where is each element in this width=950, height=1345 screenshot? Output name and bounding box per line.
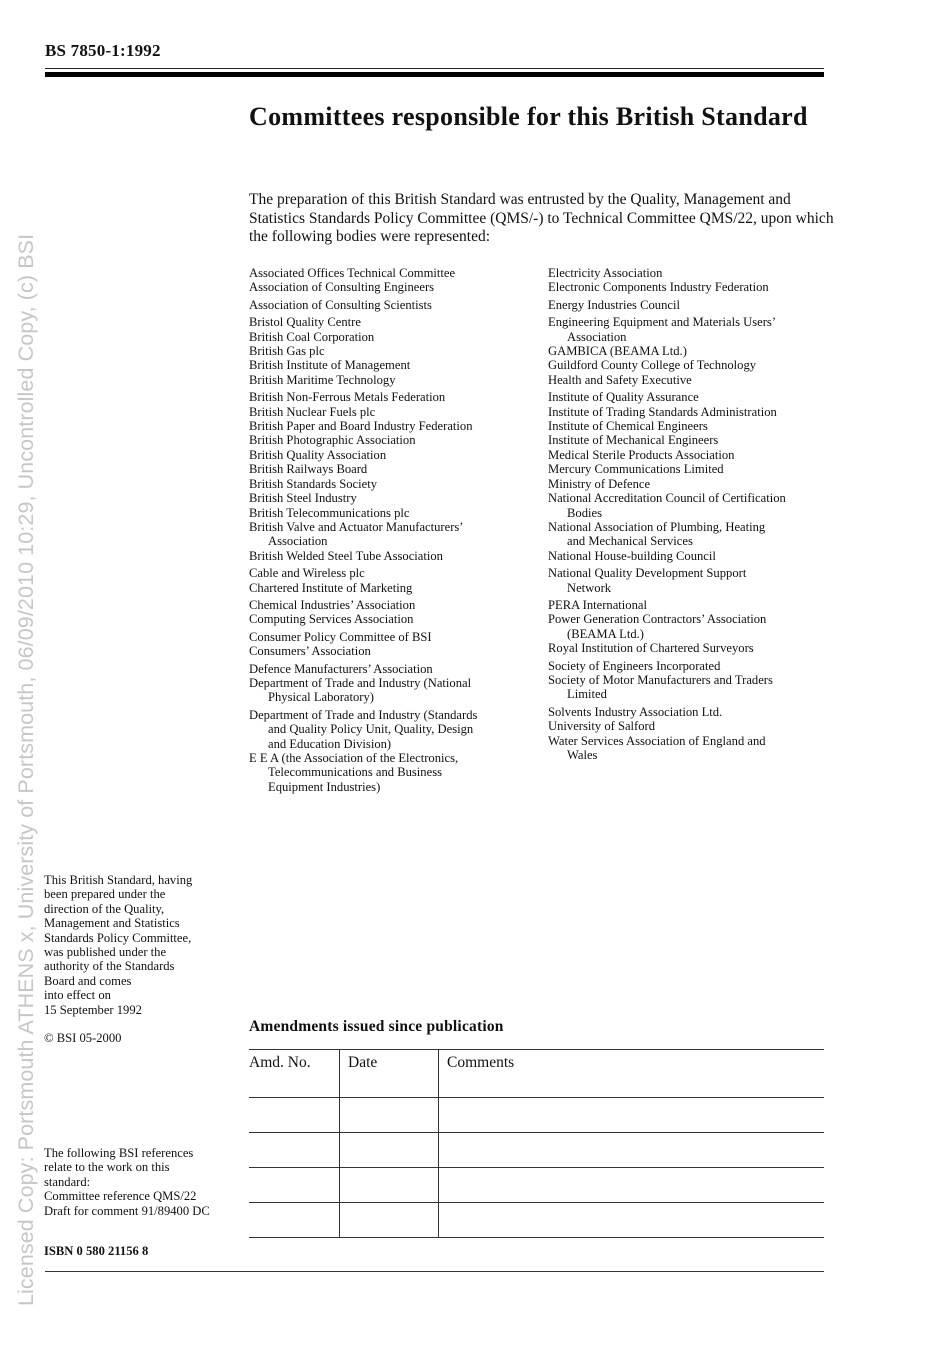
publication-note (44, 873, 244, 1017)
list-item (548, 673, 838, 702)
list-item-line: British Telecommunications plc (249, 505, 410, 520)
list-item (548, 405, 838, 419)
list-item (548, 462, 838, 476)
amendments-header-row (249, 1050, 824, 1098)
note-line: Board and comes (44, 973, 132, 988)
list-item (548, 612, 838, 641)
bsi-references-note (44, 1146, 244, 1218)
list-item-line: British Standards Society (249, 476, 378, 491)
list-item-line: British Nuclear Fuels plc (249, 404, 376, 419)
list-item (548, 358, 838, 372)
list-item-line: Electronic Components Industry Federation (548, 280, 769, 295)
note-line: Draft for comment 91/89400 DC (44, 1203, 210, 1218)
note-line: Standards Policy Committee, (44, 930, 192, 945)
list-item-line: British Institute of Management (249, 358, 411, 373)
list-item-line: and Mechanical Services (567, 534, 693, 549)
header-rule-thick (45, 72, 824, 77)
list-item (548, 315, 838, 344)
list-item-line: Chemical Industries’ Association (249, 597, 416, 612)
list-item (249, 358, 539, 372)
list-item-line: National House-building Council (548, 548, 716, 563)
table-row (249, 1098, 824, 1133)
note-line: was published under the (44, 945, 167, 960)
list-item (249, 751, 539, 794)
list-item (249, 491, 539, 505)
list-item-line: Computing Services Association (249, 612, 414, 627)
list-item-line: Limited (567, 687, 607, 702)
list-item (249, 280, 539, 294)
list-item (548, 491, 838, 520)
table-cell (340, 1098, 439, 1133)
list-item (249, 298, 539, 312)
list-item (548, 280, 838, 294)
list-item (249, 315, 539, 329)
table-cell (439, 1133, 825, 1168)
list-item-line: British Non-Ferrous Metals Federation (249, 390, 446, 405)
list-item (249, 520, 539, 549)
list-item-line: University of Salford (548, 719, 656, 734)
list-item (249, 344, 539, 358)
list-item-line: British Steel Industry (249, 491, 357, 506)
table-cell (249, 1168, 340, 1203)
page-title: Committees responsible for this British Standard (249, 102, 808, 131)
list-item (249, 598, 539, 612)
list-item-line: Health and Safety Executive (548, 372, 692, 387)
list-item-line: Solvents Industry Association Ltd. (548, 704, 723, 719)
list-item-line: British Valve and Actuator Manufacturers’ (249, 519, 464, 534)
list-item-line: National Quality Development Support (548, 566, 747, 581)
list-item-line: Association of Consulting Engineers (249, 280, 435, 295)
list-item-line: Society of Engineers Incorporated (548, 658, 721, 673)
list-item-line: Institute of Mechanical Engineers (548, 433, 719, 448)
bodies-list-left (249, 266, 539, 794)
list-item-line: Physical Laboratory) (268, 690, 374, 705)
list-item-line: British Railways Board (249, 462, 368, 477)
column-header-date: Date (340, 1050, 439, 1098)
list-item (548, 705, 838, 719)
table-cell (249, 1203, 340, 1238)
column-header-comments: Comments (439, 1050, 825, 1098)
note-line: This British Standard, having (44, 873, 193, 887)
list-item (249, 405, 539, 419)
list-item (249, 462, 539, 476)
list-item-line: Energy Industries Council (548, 297, 680, 312)
list-item (548, 520, 838, 549)
list-item-line: Institute of Chemical Engineers (548, 419, 708, 434)
note-line: standard: (44, 1174, 91, 1189)
note-line: relate to the work on this (44, 1160, 170, 1175)
list-item-line: Cable and Wireless plc (249, 566, 365, 581)
list-item (249, 506, 539, 520)
list-item-line: British Gas plc (249, 344, 325, 359)
list-item (249, 477, 539, 491)
list-item (249, 373, 539, 387)
table-cell (439, 1098, 825, 1133)
list-item-line: British Paper and Board Industry Federation (249, 419, 473, 434)
list-item-line: British Maritime Technology (249, 372, 396, 387)
list-item-line: Department of Trade and Industry (Standards (249, 707, 478, 722)
list-item (249, 330, 539, 344)
standard-number: BS 7850-1:1992 (45, 41, 161, 60)
list-item-line: Mercury Communications Limited (548, 462, 724, 477)
table-cell (340, 1203, 439, 1238)
list-item (249, 448, 539, 462)
list-item (548, 266, 838, 280)
list-item (548, 641, 838, 655)
list-item (249, 433, 539, 447)
list-item (548, 390, 838, 404)
table-cell (249, 1098, 340, 1133)
list-item (249, 676, 539, 705)
note-line: into effect on (44, 988, 111, 1003)
list-item (249, 630, 539, 644)
list-item-line: Electricity Association (548, 266, 663, 280)
list-item (249, 581, 539, 595)
list-item (548, 419, 838, 433)
list-item-line: Power Generation Contractors’ Association (548, 612, 767, 627)
list-item-line: Equipment Industries) (268, 779, 381, 794)
list-item (249, 266, 539, 280)
list-item (548, 598, 838, 612)
list-item-line: Consumers’ Association (249, 644, 371, 659)
list-item-line: Royal Institution of Chartered Surveyors (548, 641, 754, 656)
table-cell (249, 1133, 340, 1168)
list-item-line: Association (268, 534, 328, 549)
list-item (548, 448, 838, 462)
list-item (548, 566, 838, 595)
amendments-table (249, 1049, 824, 1238)
note-line: direction of the Quality, (44, 901, 165, 916)
amendments-title: Amendments issued since publication (249, 1018, 504, 1035)
list-item-line: British Photographic Association (249, 433, 416, 448)
list-item-line: Medical Sterile Products Association (548, 447, 735, 462)
table-cell (439, 1203, 825, 1238)
isbn: ISBN 0 580 21156 8 (44, 1244, 149, 1258)
list-item (249, 419, 539, 433)
bodies-list-right (548, 266, 838, 762)
list-item-line: PERA International (548, 597, 647, 612)
list-item-line: and Quality Policy Unit, Quality, Design (268, 722, 474, 737)
list-item-line: Engineering Equipment and Materials Users’ (548, 315, 777, 330)
list-item (548, 719, 838, 733)
list-item-line: and Education Division) (268, 736, 392, 751)
list-item-line: Bristol Quality Centre (249, 315, 361, 330)
list-item-line: Network (567, 580, 612, 595)
list-item-line: Ministry of Defence (548, 476, 651, 491)
list-item (548, 373, 838, 387)
list-item-line: British Welded Steel Tube Association (249, 548, 443, 563)
list-item (249, 644, 539, 658)
note-line: been prepared under the (44, 887, 166, 902)
list-item-line: GAMBICA (BEAMA Ltd.) (548, 344, 687, 359)
list-item (548, 477, 838, 491)
note-line: 15 September 1992 (44, 1002, 142, 1017)
list-item-line: National Accreditation Council of Certification (548, 491, 786, 506)
list-item-line: (BEAMA Ltd.) (567, 626, 644, 641)
note-line: Management and Statistics (44, 916, 180, 931)
table-cell (439, 1168, 825, 1203)
list-item (548, 549, 838, 563)
list-item (548, 659, 838, 673)
list-item-line: Bodies (567, 505, 602, 520)
note-line: The following BSI references (44, 1146, 194, 1160)
list-item-line: Association of Consulting Scientists (249, 297, 432, 312)
list-item (249, 612, 539, 626)
list-item-line: Society of Motor Manufacturers and Traders (548, 672, 773, 687)
table-row (249, 1133, 824, 1168)
footer-rule (45, 1271, 824, 1272)
list-item-line: Consumer Policy Committee of BSI (249, 629, 432, 644)
intro-paragraph: The preparation of this British Standard was entrusted by the Quality, Management and Statistics Standards Policy Committee (QMS/-) to Technical Committee QMS/22, upon which the following bodies were represented: (249, 191, 834, 245)
list-item-line: Department of Trade and Industry (National (249, 675, 472, 690)
copyright-note: © BSI 05-2000 (44, 1031, 122, 1045)
note-line: authority of the Standards (44, 959, 175, 974)
list-item (249, 566, 539, 580)
list-item-line: Institute of Trading Standards Administration (548, 404, 777, 419)
table-row (249, 1168, 824, 1203)
list-item (249, 549, 539, 563)
list-item-line: Wales (567, 748, 598, 762)
list-item (548, 344, 838, 358)
list-item (249, 662, 539, 676)
list-item-line: British Quality Association (249, 447, 387, 462)
list-item (548, 734, 838, 763)
table-cell (340, 1133, 439, 1168)
list-item-line: E E A (the Association of the Electronics, (249, 751, 459, 765)
list-item-line: Defence Manufacturers’ Association (249, 661, 433, 676)
list-item-line: National Association of Plumbing, Heating (548, 519, 766, 534)
list-item (548, 298, 838, 312)
list-item (548, 433, 838, 447)
table-cell (340, 1168, 439, 1203)
list-item-line: Association (567, 329, 627, 344)
list-item-line: Water Services Association of England and (548, 733, 766, 748)
list-item-line: British Coal Corporation (249, 329, 375, 344)
note-line: Committee reference QMS/22 (44, 1189, 197, 1204)
list-item (249, 390, 539, 404)
list-item-line: Associated Offices Technical Committee (249, 266, 456, 280)
list-item-line: Chartered Institute of Marketing (249, 580, 413, 595)
list-item-line: Institute of Quality Assurance (548, 390, 699, 405)
watermark-text: Licensed Copy: Portsmouth ATHENS x, University of Portsmouth, 06/09/2010 10:29, Uncontrolled Copy, (c) BSI (14, 233, 38, 1306)
list-item-line: Guildford County College of Technology (548, 358, 757, 373)
table-row (249, 1203, 824, 1238)
column-header-amd-no: Amd. No. (249, 1050, 340, 1098)
list-item-line: Telecommunications and Business (268, 765, 442, 780)
header-rule-thin (45, 68, 824, 69)
list-item (249, 708, 539, 751)
